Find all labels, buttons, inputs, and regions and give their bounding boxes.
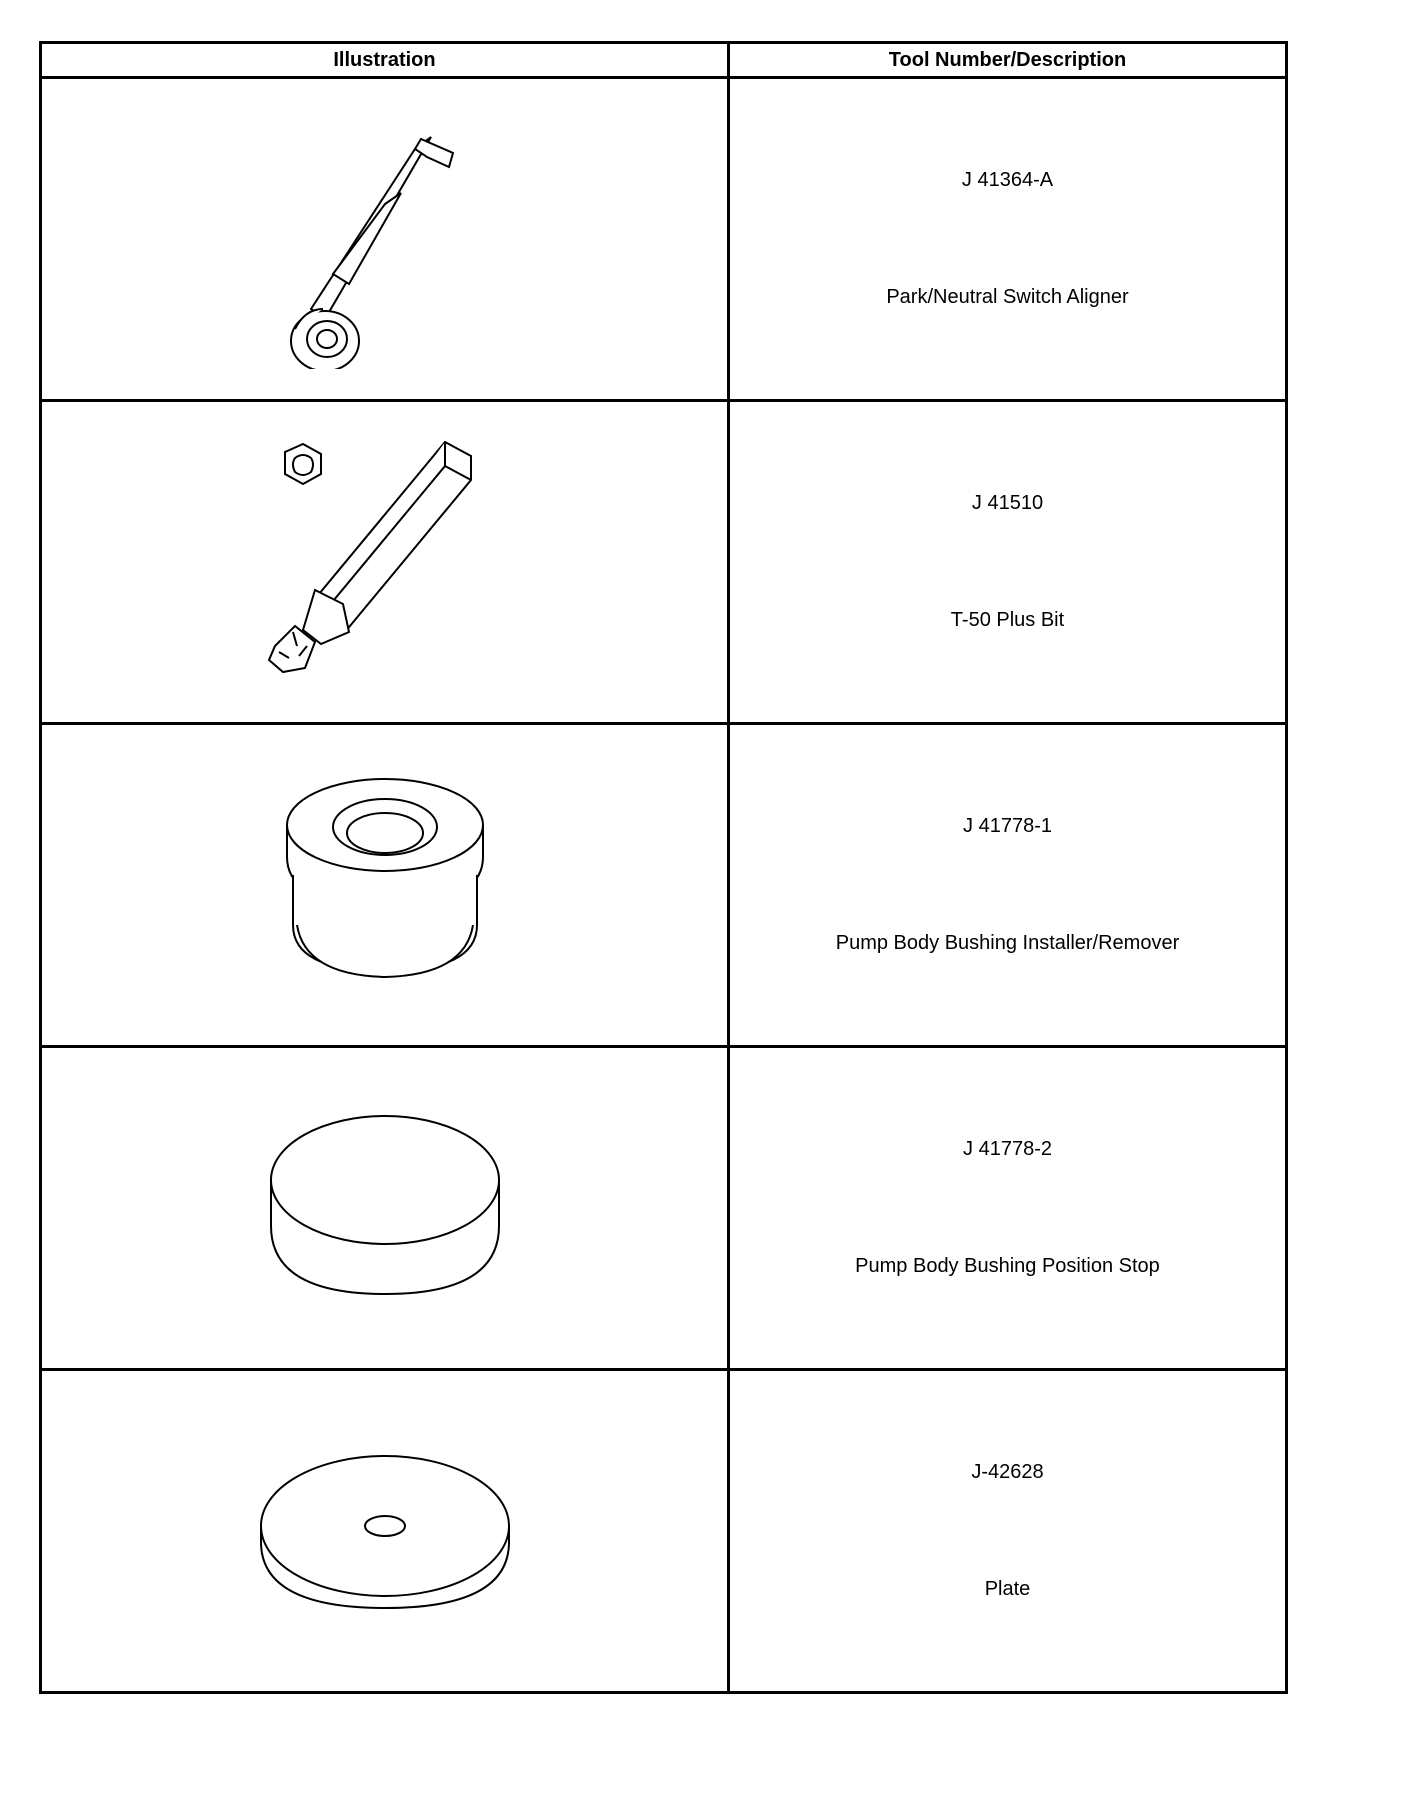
tool-description: Pump Body Bushing Installer/Remover [835, 932, 1180, 954]
table-row [41, 78, 1287, 401]
bushing-installer-remover-icon [275, 775, 495, 995]
tool-description: Plate [984, 1578, 1031, 1600]
description-cell [729, 401, 1287, 724]
tool-description: Park/Neutral Switch Aligner [886, 286, 1129, 308]
special-tools-table [39, 41, 1288, 1694]
illustration-cell [41, 401, 729, 724]
table-row [41, 1047, 1287, 1370]
table-row [41, 724, 1287, 1047]
tool-number: J-42628 [971, 1461, 1044, 1483]
illustration-cell [41, 78, 729, 401]
illustration-cell [41, 1047, 729, 1370]
tool-number: J 41778-2 [963, 1138, 1052, 1160]
t50-plus-bit-icon [245, 432, 525, 692]
table-row [41, 401, 1287, 724]
park-neutral-switch-aligner-icon [265, 109, 505, 369]
header-illustration: Illustration [41, 43, 729, 78]
description-cell [729, 1047, 1287, 1370]
table-header-row [41, 43, 1287, 78]
tool-number: J 41364-A [961, 169, 1054, 191]
tool-number: J 41510 [971, 492, 1044, 514]
illustration-cell [41, 724, 729, 1047]
plate-icon [255, 1446, 515, 1616]
bushing-position-stop-icon [265, 1108, 505, 1308]
header-tool-number-description: Tool Number/Description [729, 43, 1287, 78]
description-cell [729, 78, 1287, 401]
table-row [41, 1370, 1287, 1693]
description-cell [729, 724, 1287, 1047]
tool-number: J 41778-1 [963, 815, 1052, 837]
description-cell [729, 1370, 1287, 1693]
illustration-cell [41, 1370, 729, 1693]
tool-description: Pump Body Bushing Position Stop [855, 1255, 1160, 1277]
tool-description: T-50 Plus Bit [950, 609, 1065, 631]
